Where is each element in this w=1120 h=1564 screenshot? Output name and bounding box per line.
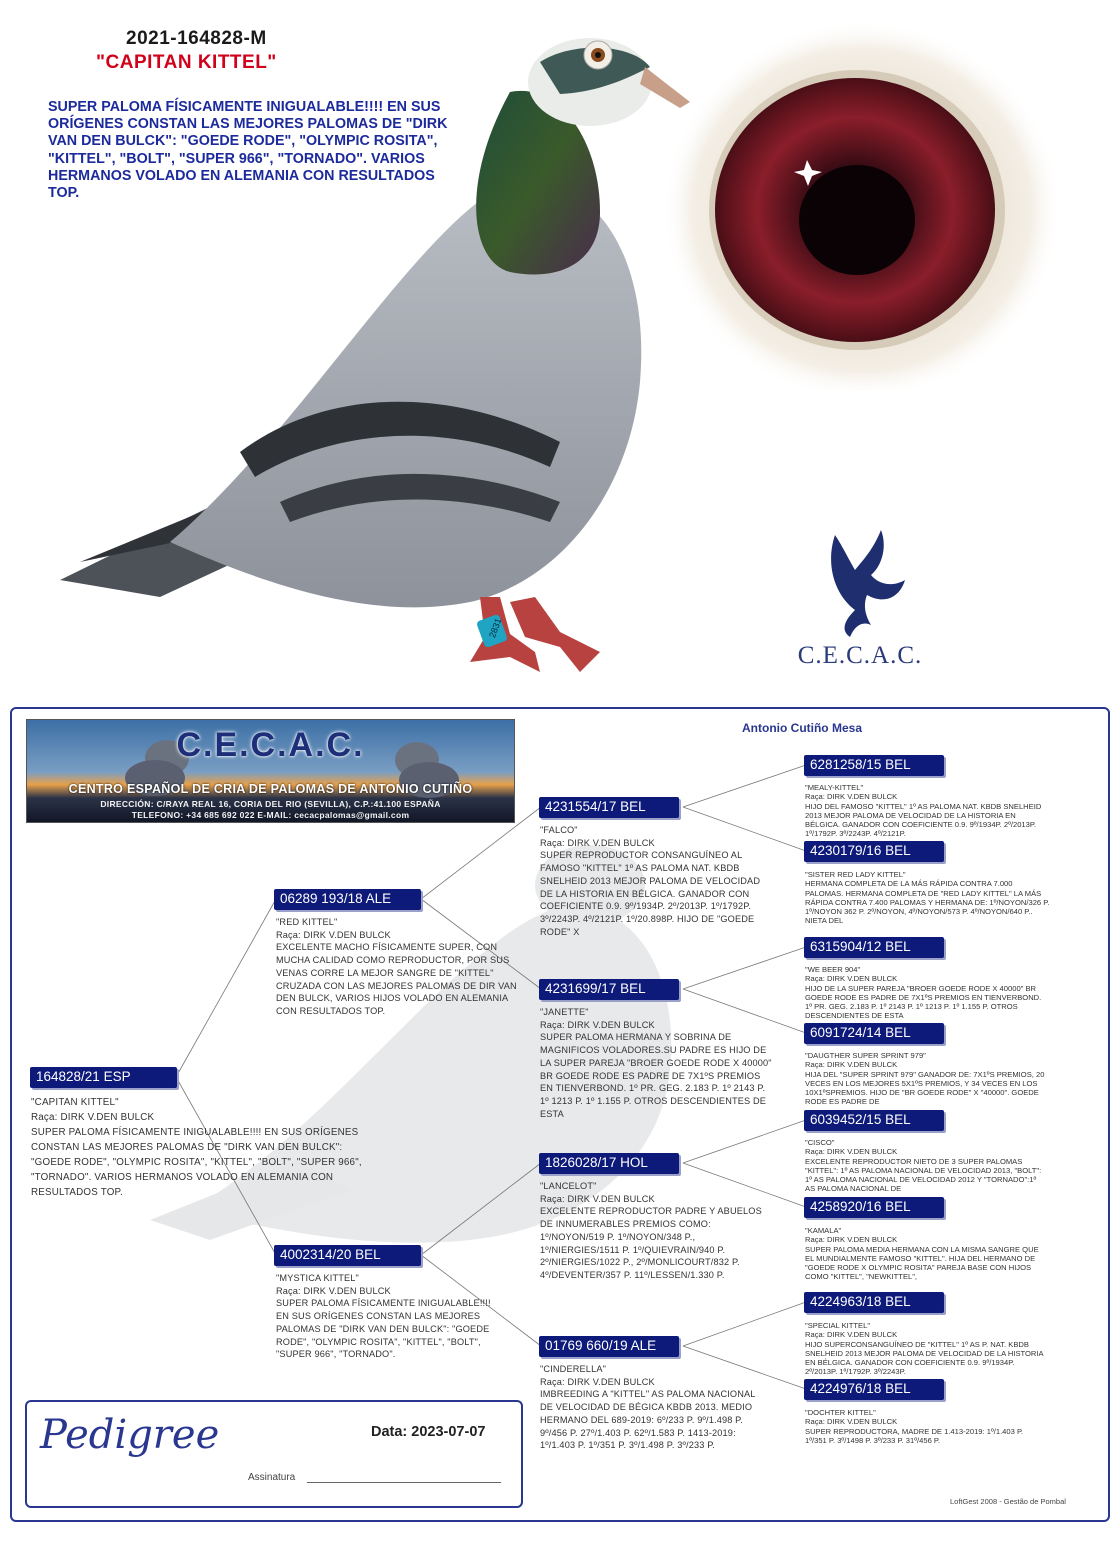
pedigree-sdd-info [805,1051,1045,1107]
pedigree-subject-ring[interactable]: 164828/21 ESP [30,1067,177,1088]
pedigree-dss-info [805,1138,1045,1194]
pedigree-ss-info [540,824,772,938]
pedigree-ds-breed: Raça: DIRK V.DEN BULCK [540,1193,655,1204]
pedigree-dd-notes: IMBREEDING A "KITTEL" AS PALOMA NACIONAL DE VELOCIDAD DE BÉGICA KBDB 2013. MEDIO HERMANO DEL 689-2019: 6º/233 P. 9º/1.498 P. 9º/456 P. 27º/1.403 P. 62º/1.583 P. 1413-2019: 1º/1.403 P. 1º/351 P. 3º/1.498 P. 3º/233 P. [540,1389,756,1451]
pedigree-dd-ring[interactable]: 01769 660/19 ALE [539,1336,679,1357]
pedigree-ssd-notes: HERMANA COMPLETA DE LA MÁS RÁPIDA CONTRA 7.000 PALOMAS. HERMANA COMPLETA DE "RED LADY KITTEL" LA MÁS RÁPIDA CONTRA 7.400 PALOMAS Y HERMANA DE: 1º/NOYON/326 P. 1º/NOYON 362 P. 2º/NOYON, 4º/NOYON/573 P. 4º/NOYON/640 P.. NIETA DEL [805,879,1050,926]
pedigree-dds-notes: HIJO SUPERCONSANGUÍNEO DE "KITTEL" 1º AS P. NAT. KBDB SNELHEID 2013 MEJOR PALOMA DE VELOCIDAD DE LA HISTORIA EN BÉLGICA. GANADOR CON COEFICIENTE 0.9. 9º/1934P. 2º/2013P. 1º/1792P. 3º/2243P. [805,1339,1044,1377]
signature-line[interactable] [307,1482,501,1483]
pedigree-sd-ring[interactable]: 4231699/17 BEL [539,979,679,1000]
pedigree-ssd-info [805,870,1050,926]
pedigree-sd-info [540,1006,772,1120]
pedigree-sss-breed: Raça: DIRK V.DEN BULCK [805,792,898,802]
pedigree-ssd-ring[interactable]: 4230179/16 BEL [804,841,944,862]
pedigree-subject-info [31,1095,365,1200]
pedigree-sire-notes: EXCELENTE MACHO FÍSICAMENTE SUPER, CON MUCHA CALIDAD COMO REPRODUCTOR, POR SUS VENAS CORRE LA MEJOR SANGRE DE "KITTEL" CRUZADA CON LAS MEJORES PALOMAS DE DIR VAN DEN BULCK, VARIOS HIJOS VOLADO EN ALEMANIA CON RESULTADOS TOP. [276,942,517,1016]
pedigree-sdd-ring[interactable]: 6091724/14 BEL [804,1023,944,1044]
pedigree-sss-info [805,783,1045,839]
pedigree-sire-info [276,916,521,1018]
pedigree-sdd-breed: Raça: DIRK V.DEN BULCK [805,1060,898,1070]
banner-contact: TELEFONO: +34 685 692 022 E-MAIL: cecacpalomas@gmail.com [131,810,410,820]
pedigree-ds-notes: EXCELENTE REPRODUCTOR PADRE Y ABUELOS DE INNUMERABLES PREMIOS COMO: 1º/NOYON/519 P. 1º/NOYON/348 P., 1º/NIERGIES/1511 P. 1º/QUIEVRAIN/940 P. 2º/NIERGIES/1022 P., 2º/MONLICOURT/832 P. 4º/DEVENTER/357 P. 11º/LESSEN/1.330 P. [540,1206,762,1280]
pedigree-ss-name: "FALCO" [540,825,578,835]
pedigree-sss-name: "MEALY-KITTEL" [805,783,864,792]
pedigree-dss-name: "CISCO" [805,1138,835,1147]
pedigree-dds-breed: Raça: DIRK V.DEN BULCK [805,1330,898,1340]
pedigree-sdd-name: "DAUGTHER SUPER SPRINT 979" [805,1051,926,1060]
breeder-name: Antonio Cutiño Mesa [742,721,862,735]
pedigree-ddd-name: "DOCHTER KITTEL" [805,1408,876,1417]
pedigree-ds-ring[interactable]: 1826028/17 HOL [539,1153,679,1174]
pedigree-dam-breed: Raça: DIRK V.DEN BULCK [276,1285,391,1296]
pedigree-date: Data: 2023-07-07 [371,1424,486,1440]
pedigree-sds-breed: Raça: DIRK V.DEN BULCK [805,974,898,984]
banner-title: C.E.C.A.C. [176,726,365,764]
pedigree-sss-notes: HIJO DEL FAMOSO "KITTEL" 1º AS PALOMA NAT. KBDB SNELHEID 2013 MEJOR PALOMA DE VELOCIDAD DE LA HISTORIA EN BÉLGICA. GANADOR CON COEFICIENTE 0.9. 9º/1934P. 2º/2013P. 1º/1792P. 3º/2243P. 4º/2121P. [805,801,1042,839]
pedigree-dsd-info [805,1226,1045,1282]
pedigree-sire-name: "RED KITTEL" [276,917,338,927]
pedigree-sd-breed: Raça: DIRK V.DEN BULCK [540,1019,655,1030]
pedigree-dam-info [276,1272,498,1361]
pedigree-subject-breed: Raça: DIRK V.DEN BULCK [31,1112,155,1123]
pedigree-dam-notes: SUPER PALOMA FÍSICAMENTE INIGUALABLE!!!! EN SUS ORÍGENES CONSTAN LAS MEJORES PALOMAS DE "DIRK VAN DEN BULCK": "GOEDE RODE", "OLYMPIC ROSITA", "KITTEL", "BOLT", "SUPER 966", "TORNADO". [276,1298,491,1360]
signature-label: Assinatura [248,1472,296,1483]
pedigree-subject-notes: SUPER PALOMA FÍSICAMENTE INIGUALABLE!!!! EN SUS ORÍGENES CONSTAN LAS MEJORES PALOMAS DE "DIRK VAN DEN BULCK": "GOEDE RODE", "OLYMPIC ROSITA", "KITTEL", "BOLT", "SUPER 966", "TORNADO". VARIOS HERMANOS VOLADO EN ALEMANIA CON RESULTADOS TOP. [31,1127,362,1198]
pedigree-subject-name: "CAPITAN KITTEL" [31,1097,119,1108]
pedigree-ddd-ring[interactable]: 4224976/18 BEL [804,1379,944,1400]
pedigree-dss-notes: EXCELENTE REPRODUCTOR NIETO DE 3 SUPER PALOMAS "KITTEL": 1º AS PALOMA NACIONAL DE VELOCIDAD 2013, "BOLT": 1º AS PALOMA NACIONAL DE VELOCIDAD 2012 Y "TORNADO":1º AS PALOMA NACIONAL DE [805,1156,1042,1194]
pedigree-sire-breed: Raça: DIRK V.DEN BULCK [276,929,391,940]
pedigree-ss-breed: Raça: DIRK V.DEN BULCK [540,837,655,848]
pedigree-dsd-breed: Raça: DIRK V.DEN BULCK [805,1235,898,1245]
pedigree-sds-ring[interactable]: 6315904/12 BEL [804,937,944,958]
pedigree-ds-name: "LANCELOT" [540,1181,597,1191]
promo-description: SUPER PALOMA FÍSICAMENTE INIGUALABLE!!!! EN SUS ORÍGENES CONSTAN LAS MEJORES PALOMAS DE "DIRK VAN DEN BULCK": "GOEDE RODE", "OLYMPIC ROSITA", "KITTEL", "BOLT", "SUPER 966", "TORNADO". VARIOS HERMANOS VOLADO EN ALEMANIA CON RESULTADOS TOP. [48,99,448,202]
pedigree-ssd-name: "SISTER RED LADY KITTEL" [805,870,906,879]
pedigree-dds-ring[interactable]: 4224963/18 BEL [804,1292,944,1313]
pedigree-dss-ring[interactable]: 6039452/15 BEL [804,1110,944,1131]
pedigree-dss-breed: Raça: DIRK V.DEN BULCK [805,1147,898,1157]
pedigree-dds-info [805,1321,1045,1377]
pedigree-dd-name: "CINDERELLA" [540,1364,607,1374]
bird-name-title: "CAPITAN KITTEL" [96,52,277,73]
pedigree-sds-info [805,965,1045,1021]
pedigree-ss-ring[interactable]: 4231554/17 BEL [539,797,679,818]
software-credit: LoftGest 2008 - Gestão de Pombal [950,1497,1066,1506]
pedigree-sss-ring[interactable]: 6281258/15 BEL [804,755,944,776]
pedigree-dd-info [540,1363,756,1452]
pedigree-sire-ring[interactable]: 06289 193/18 ALE [274,889,421,910]
pedigree-script-logo: Pedigree [40,1412,220,1458]
pedigree-ds-info [540,1180,772,1282]
pedigree-dsd-name: "KAMALA" [805,1226,842,1235]
pedigree-sds-notes: HIJO DE LA SUPER PAREJA "BROER GOEDE RODE X 40000" BR GOEDE RODE ES PADRE DE 7X1ºS PREMIOS EN TIENVERBOND. 1º PR. GEG. 2.183 P. 1º 2143 P. 1º 1213 P. 1º 1.155 P. OTROS DESCENDIENTES DE ESTA [805,983,1042,1021]
ring-number-title: 2021-164828-M [126,28,267,49]
leg-ring-text: 2831 [487,616,504,640]
banner-subtitle: CENTRO ESPAÑOL DE CRIA DE PALOMAS DE ANTONIO CUTIÑO [68,782,473,796]
pedigree-sd-notes: SUPER PALOMA HERMANA Y SOBRINA DE MAGNIFICOS VOLADORES.SU PADRE ES HIJO DE LA SUPER PAREJA "BROER GOEDE RODE X 40000" BR GOEDE RODE ES PADRE DE 7X1ºS PREMIOS EN TIENVERBOND. 1º PR. GEG. 2.183 P. 1º 2143 P. 1º 1213 P. 1º 1.155 P. OTROS DESCENDIENTES DE ESTA [540,1032,772,1119]
pedigree-dsd-ring[interactable]: 4258920/16 BEL [804,1197,944,1218]
pedigree-dam-ring[interactable]: 4002314/20 BEL [274,1245,421,1266]
pedigree-dam-name: "MYSTICA KITTEL" [276,1273,359,1283]
cecac-logo-text: C.E.C.A.C. [797,642,923,669]
pedigree-ddd-notes: SUPER REPRODUCTORA, MADRE DE 1.413-2019: 1º/1.403 P. 1º/351 P. 3º/1498 P. 3º/233 P. 31º/456 P. [805,1426,1024,1445]
pedigree-dds-name: "SPECIAL KITTEL" [805,1321,871,1330]
pedigree-sdd-notes: HIJA DEL "SUPER SPRINT 979" GANADOR DE: 7X1ºS PREMIOS, 20 VECES EN LOS MEJORES 5X1ºS PREMIOS, Y 34 VECES EN LOS 10X1ºSPREMIOS. HIJO DE "BR GOEDE RODE" X "40000". GOEDE RODE ES PADRE DE [805,1069,1045,1107]
pedigree-sds-name: "WE BEER 904" [805,965,861,974]
pedigree-ss-notes: SUPER REPRODUCTOR CONSANGUÍNEO AL FAMOSO "KITTEL" 1º AS PALOMA NAT. KBDB SNELHEID 2013 MEJOR PALOMA DE VELOCIDAD DE LA HISTORIA EN BÉLGICA. GANADOR CON COEFICIENTE 0.9. 9º/1934P. 2º/2013P. 1º/1792P. 3º/2243P. 4º/2121P. 1º/20.898P. HIJO DE "GOEDE RODE" X [540,850,761,937]
pedigree-sd-name: "JANETTE" [540,1007,589,1017]
banner-address: DIRECCIÓN: C/RAYA REAL 16, CORIA DEL RIO (SEVILLA), C.P.:41.100 ESPAÑA [100,799,441,809]
pedigree-ddd-info [805,1408,1025,1445]
pedigree-dsd-notes: SUPER PALOMA MEDIA HERMANA CON LA MISMA SANGRE QUE EL MUNDIALMENTE FAMOSO "KITTEL". HIJA DEL HERMANO DE "GOEDE RODE X OLYMPIC ROSITA" PAREJA BASE CON HIJOS COMO "KITTEL", "NEWKITTEL", [805,1244,1039,1282]
pedigree-ddd-breed: Raça: DIRK V.DEN BULCK [805,1417,898,1427]
pedigree-dd-breed: Raça: DIRK V.DEN BULCK [540,1376,655,1387]
